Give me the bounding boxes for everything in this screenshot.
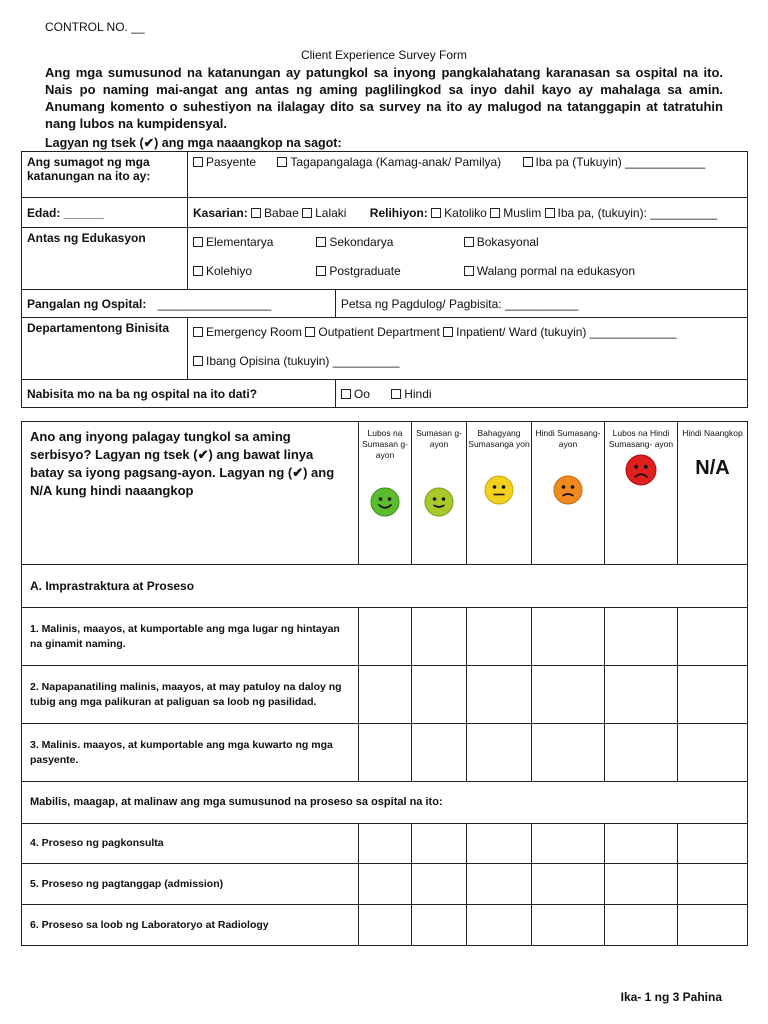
checkbox[interactable] bbox=[193, 327, 203, 337]
education-option-none[interactable]: Walang pormal na edukasyon bbox=[464, 264, 635, 278]
rating-cell[interactable] bbox=[412, 864, 467, 905]
checkbox[interactable] bbox=[523, 157, 533, 167]
section-a-heading: A. Imprastraktura at Proseso bbox=[22, 565, 748, 608]
very-happy-face-icon bbox=[370, 487, 400, 517]
page-number: Ika- 1 ng 3 Pahina bbox=[620, 990, 722, 1004]
checkbox[interactable] bbox=[464, 237, 474, 247]
scale-col-agree: Sumasan g-ayon bbox=[412, 422, 467, 565]
rating-cell[interactable] bbox=[605, 905, 678, 946]
rating-cell[interactable] bbox=[532, 864, 605, 905]
respondent-options bbox=[188, 152, 748, 198]
rating-item-3: 3. Malinis. maayos, at kumportable ang mga kuwarto ng mga pasyente. bbox=[22, 724, 359, 782]
na-label: N/A bbox=[695, 457, 730, 479]
rating-cell[interactable] bbox=[678, 608, 748, 666]
rating-cell[interactable] bbox=[532, 824, 605, 864]
sad-face-icon bbox=[553, 475, 583, 505]
rating-cell[interactable] bbox=[605, 666, 678, 724]
checkbox[interactable] bbox=[193, 266, 203, 276]
rating-cell[interactable] bbox=[359, 666, 412, 724]
checkbox[interactable] bbox=[464, 266, 474, 276]
department-option-er[interactable]: Emergency Room bbox=[193, 325, 302, 339]
table-row bbox=[22, 608, 748, 666]
rating-cell[interactable] bbox=[678, 666, 748, 724]
religion-option-other[interactable]: Iba pa, (tukuyin): __________ bbox=[545, 206, 717, 220]
department-label: Departamentong Binisita bbox=[22, 318, 188, 380]
section-b-heading: Mabilis, maagap, at malinaw ang mga sumusunod na proseso sa ospital na ito: bbox=[22, 782, 748, 824]
department-option-inpatient[interactable]: Inpatient/ Ward (tukuyin) _____________ bbox=[443, 325, 676, 339]
respondent-option-caregiver[interactable]: Tagapangalaga (Kamag-anak/ Pamilya) bbox=[277, 155, 501, 169]
hospital-name-field[interactable]: Pangalan ng Ospital: _________________ bbox=[22, 290, 336, 318]
rating-cell[interactable] bbox=[412, 905, 467, 946]
table-row bbox=[22, 905, 748, 946]
religion-option-muslim[interactable]: Muslim bbox=[490, 206, 541, 220]
respondent-option-other[interactable]: Iba pa (Tukuyin) ____________ bbox=[523, 155, 706, 169]
rating-item-1: 1. Malinis, maayos, at kumportable ang mga lugar ng hintayan na ginamit naming. bbox=[22, 608, 359, 666]
rating-cell[interactable] bbox=[467, 864, 532, 905]
rating-cell[interactable] bbox=[678, 824, 748, 864]
rating-cell[interactable] bbox=[359, 905, 412, 946]
visited-option-yes[interactable]: Oo bbox=[341, 387, 370, 401]
table-row bbox=[22, 666, 748, 724]
table-row bbox=[22, 724, 748, 782]
scale-col-strongly-disagree: Lubos na Hindi Sumasang- ayon bbox=[605, 422, 678, 565]
checkbox[interactable] bbox=[443, 327, 453, 337]
respondent-option-patient[interactable]: Pasyente bbox=[193, 155, 256, 169]
education-option-elementary[interactable]: Elementarya bbox=[193, 228, 313, 257]
rating-cell[interactable] bbox=[605, 608, 678, 666]
happy-face-icon bbox=[424, 487, 454, 517]
checkbox[interactable] bbox=[302, 208, 312, 218]
rating-cell[interactable] bbox=[532, 724, 605, 782]
checkbox[interactable] bbox=[305, 327, 315, 337]
checkbox[interactable] bbox=[193, 157, 203, 167]
department-option-other[interactable]: Ibang Opisina (tukuyin) __________ bbox=[193, 354, 399, 368]
checkbox[interactable] bbox=[193, 237, 203, 247]
education-option-college[interactable]: Kolehiyo bbox=[193, 257, 313, 286]
checkbox[interactable] bbox=[277, 157, 287, 167]
checkbox[interactable] bbox=[316, 237, 326, 247]
visited-before-label: Nabisita mo na ba ng ospital na ito dati? bbox=[22, 380, 336, 408]
checkbox[interactable] bbox=[490, 208, 500, 218]
rating-question: Ano ang inyong palagay tungkol sa aming serbisyo? Lagyan ng tsek (✔) ang bawat linya batay sa iyong pagsang-ayon. Lagyan ng (✔) ang N/A kung hindi naaangkop bbox=[22, 422, 359, 565]
visit-date-field[interactable]: Petsa ng Pagdulog/ Pagbisita: ___________ bbox=[335, 290, 747, 318]
rating-cell[interactable] bbox=[412, 824, 467, 864]
checkbox[interactable] bbox=[545, 208, 555, 218]
education-option-vocational[interactable]: Bokasyonal bbox=[464, 235, 539, 249]
rating-table bbox=[21, 421, 748, 946]
scale-col-somewhat-agree: Bahagyang Sumasanga yon bbox=[467, 422, 532, 565]
rating-cell[interactable] bbox=[359, 864, 412, 905]
rating-cell[interactable] bbox=[605, 824, 678, 864]
rating-cell[interactable] bbox=[678, 864, 748, 905]
rating-cell[interactable] bbox=[605, 864, 678, 905]
scale-col-strongly-agree: Lubos na Sumasan g-ayon bbox=[359, 422, 412, 565]
education-label: Antas ng Edukasyon bbox=[22, 228, 188, 290]
department-options bbox=[188, 318, 748, 380]
scale-col-disagree: Hindi Sumasang- ayon bbox=[532, 422, 605, 565]
visited-before-options bbox=[335, 380, 747, 408]
checkbox[interactable] bbox=[391, 389, 401, 399]
rating-cell[interactable] bbox=[532, 905, 605, 946]
checkbox[interactable] bbox=[316, 266, 326, 276]
age-field[interactable]: Edad: ______ bbox=[22, 198, 188, 228]
rating-cell[interactable] bbox=[467, 824, 532, 864]
rating-cell[interactable] bbox=[467, 608, 532, 666]
rating-item-6: 6. Proseso sa loob ng Laboratoryo at Radiology bbox=[22, 905, 359, 946]
checkbox[interactable] bbox=[251, 208, 261, 218]
rating-cell[interactable] bbox=[678, 724, 748, 782]
checkbox[interactable] bbox=[193, 356, 203, 366]
rating-cell[interactable] bbox=[467, 905, 532, 946]
rating-cell[interactable] bbox=[467, 666, 532, 724]
checkbox[interactable] bbox=[431, 208, 441, 218]
respondent-info-table bbox=[21, 151, 748, 408]
control-number: CONTROL NO. __ bbox=[45, 20, 145, 34]
sex-religion-row: Kasarian: Babae Lalaki Relihiyon: Katoliko Muslim Iba pa, (tukuyin): __________ bbox=[188, 198, 748, 228]
rating-cell[interactable] bbox=[412, 608, 467, 666]
scale-col-not-applicable: Hindi Naangkop N/A bbox=[678, 422, 748, 565]
very-sad-face-icon bbox=[625, 454, 657, 486]
intro-paragraph: Ang mga sumusunod na katanungan ay patungkol sa inyong pangkalahatang karanasan sa ospital na ito. Nais po naming mai-angat ang antas ng aming paglilingkod sa inyo dahil kayo ay mahalaga sa amin. Anumang komento o suhestiyon na ilalagay dito sa survey na ito ay malugod na tatanggapin at tatratuhin nang lubos na kumpidensyal. bbox=[45, 65, 723, 131]
religion-option-catholic[interactable]: Katoliko bbox=[431, 206, 487, 220]
rating-cell[interactable] bbox=[605, 724, 678, 782]
sex-option-female[interactable]: Babae bbox=[251, 206, 299, 220]
rating-item-4: 4. Proseso ng pagkonsulta bbox=[22, 824, 359, 864]
checkbox[interactable] bbox=[341, 389, 351, 399]
respondent-label: Ang sumagot ng mga katanungan na ito ay: bbox=[22, 152, 188, 198]
rating-cell[interactable] bbox=[359, 824, 412, 864]
rating-cell[interactable] bbox=[412, 724, 467, 782]
education-option-postgraduate[interactable]: Postgraduate bbox=[316, 257, 460, 286]
neutral-face-icon bbox=[484, 475, 514, 505]
form-title: Client Experience Survey Form bbox=[300, 48, 468, 62]
education-option-secondary[interactable]: Sekondarya bbox=[316, 228, 460, 257]
sex-option-male[interactable]: Lalaki bbox=[302, 206, 346, 220]
rating-cell[interactable] bbox=[678, 905, 748, 946]
rating-cell[interactable] bbox=[359, 724, 412, 782]
rating-cell[interactable] bbox=[532, 608, 605, 666]
check-instruction: Lagyan ng tsek (✔) ang mga naaangkop na sagot: bbox=[45, 136, 342, 150]
rating-item-2: 2. Napapanatiling malinis, maayos, at may patuloy na daloy ng tubig ang mga palikuran at paliguan sa loob ng pasilidad. bbox=[22, 666, 359, 724]
rating-cell[interactable] bbox=[412, 666, 467, 724]
education-options bbox=[188, 228, 748, 290]
rating-cell[interactable] bbox=[359, 608, 412, 666]
department-option-opd[interactable]: Outpatient Department bbox=[305, 325, 439, 339]
table-row bbox=[22, 864, 748, 905]
table-row bbox=[22, 824, 748, 864]
rating-cell[interactable] bbox=[467, 724, 532, 782]
visited-option-no[interactable]: Hindi bbox=[391, 387, 431, 401]
rating-item-5: 5. Proseso ng pagtanggap (admission) bbox=[22, 864, 359, 905]
rating-cell[interactable] bbox=[532, 666, 605, 724]
